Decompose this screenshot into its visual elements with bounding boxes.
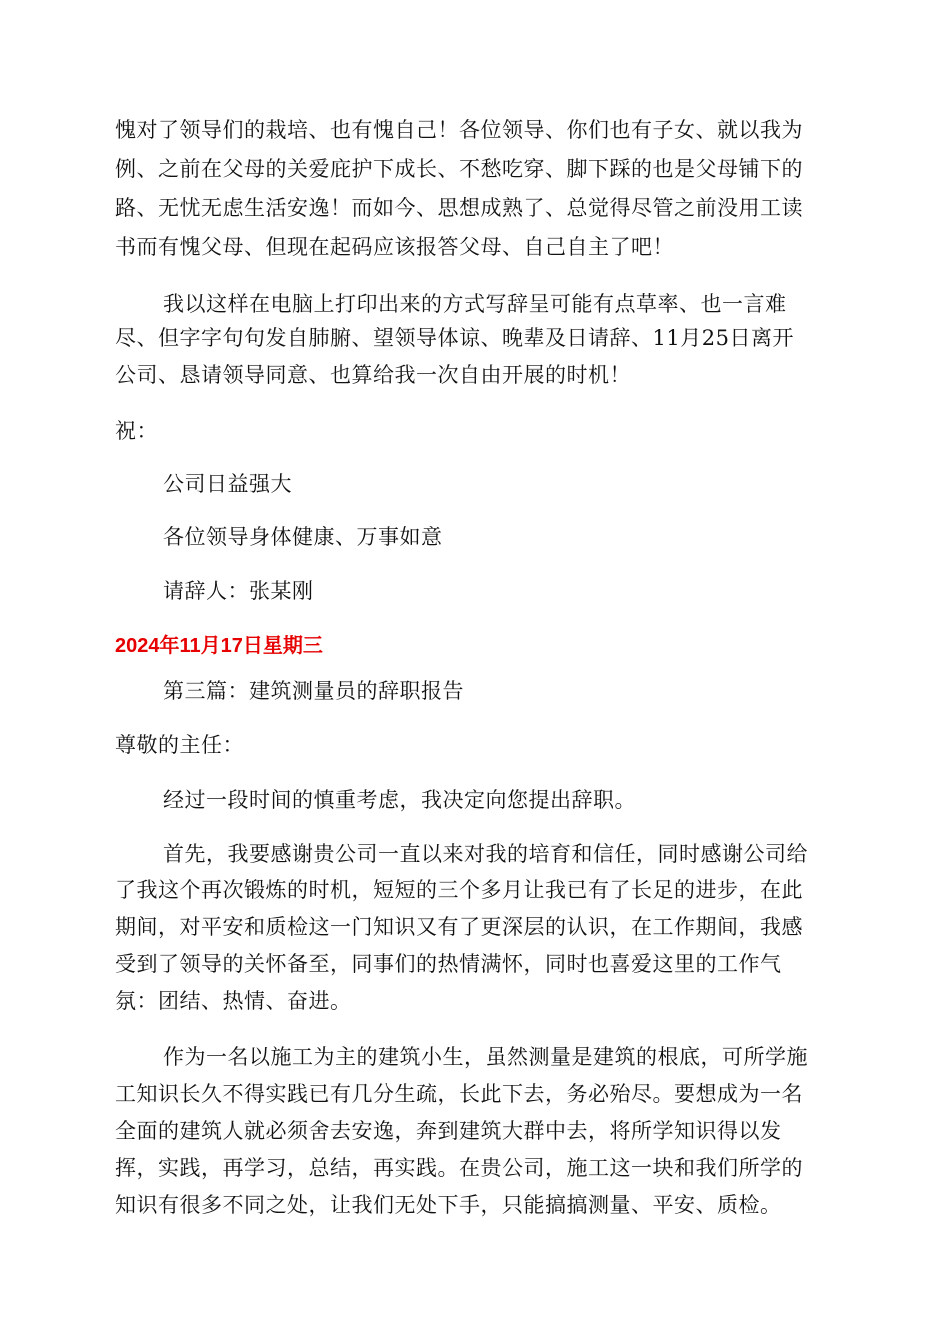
body-text-line: 受到了领导的关怀备至，同事们的热情满怀，同时也喜爱这里的工作气 (115, 952, 782, 976)
body-text-line: 了我这个再次锻炼的时机，短短的三个多月让我已有了长足的进步，在此 (115, 878, 803, 902)
body-text-line: 氛：团结、热情、奋进。 (115, 989, 352, 1013)
signature-line: 请辞人：张某刚 (163, 579, 314, 603)
body-text-line: 工知识长久不得实践已有几分生疏，长此下去，务必殆尽。要想成为一名 (115, 1082, 803, 1106)
wish-line: 各位领导身体健康、万事如意 (163, 525, 443, 549)
body-text-line: 愧对了领导们的栽培、也有愧自己！各位领导、你们也有子女、就以我为 (115, 118, 803, 142)
body-text-line: 书而有愧父母、但现在起码应该报答父母、自己自主了吧！ (115, 235, 674, 259)
body-text-line: 全面的建筑人就必须舍去安逸，奔到建筑大群中去，将所学知识得以发 (115, 1119, 782, 1143)
body-text-line: 尽、但字字句句发自肺腑、望领导体谅、晚辈及日请辞、11月25日离开 (115, 326, 794, 350)
body-text-line: 公司、恳请领导同意、也算给我一次自由开展的时机！ (115, 363, 631, 387)
body-text-line: 知识有很多不同之处，让我们无处下手，只能搞搞测量、平安、质检。 (115, 1193, 782, 1217)
body-text-line: 期间，对平安和质检这一门知识又有了更深层的认识，在工作期间，我感 (115, 915, 803, 939)
body-text-line: 首先，我要感谢贵公司一直以来对我的培育和信任，同时感谢公司给 (163, 842, 808, 866)
salutation-text: 祝： (115, 419, 158, 443)
body-text-line: 作为一名以施工为主的建筑小生，虽然测量是建筑的根底，可所学施 (163, 1045, 808, 1069)
body-text-line: 经过一段时间的慎重考虑，我决定向您提出辞职。 (163, 788, 636, 812)
section-title: 第三篇：建筑测量员的辞职报告 (163, 679, 464, 703)
body-text-line: 挥，实践，再学习，总结，再实践。在贵公司，施工这一块和我们所学的 (115, 1156, 803, 1180)
body-text-line: 我以这样在电脑上打印出来的方式写辞呈可能有点草率、也一言难 (163, 292, 787, 316)
body-text-line: 例、之前在父母的关爱庇护下成长、不愁吃穿、脚下踩的也是父母铺下的 (115, 157, 803, 181)
body-text-line: 路、无忧无虑生活安逸！而如今、思想成熟了、总觉得尽管之前没用工读 (115, 196, 803, 220)
greeting-text: 尊敬的主任： (115, 733, 244, 757)
date-heading: 2024年11月17日星期三 (115, 635, 323, 657)
wish-line: 公司日益强大 (163, 472, 292, 496)
